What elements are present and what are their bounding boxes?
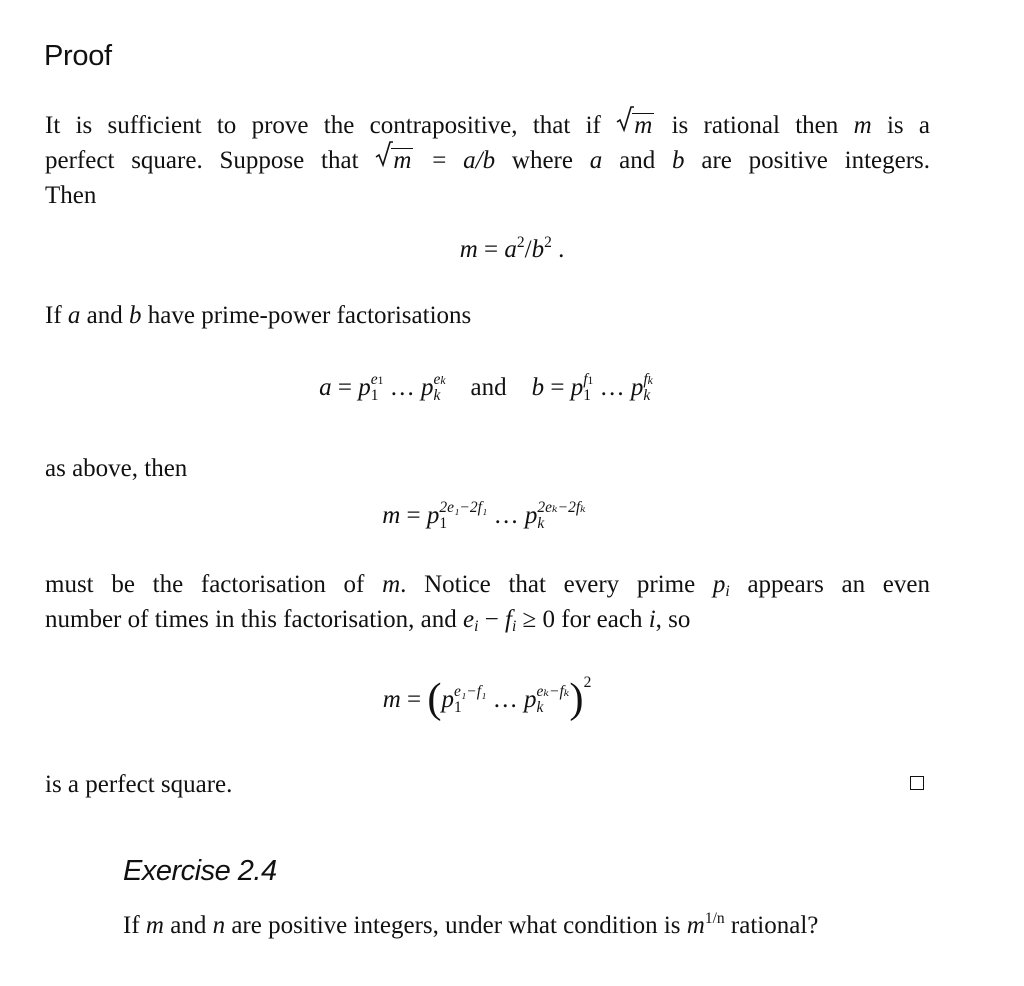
paragraph-4-line-1: must be the factorisation of m. Notice that every prime $p_i$ appears an even xyxy=(45,571,931,601)
exercise-question: If m and n are positive integers, under what condition is $m^{1/n}$ rational? xyxy=(123,910,819,939)
paragraph-1-line-3: Then xyxy=(45,182,97,209)
exercise-heading: Exercise 2.4 xyxy=(123,855,277,887)
radical-sign xyxy=(375,140,393,170)
sqrt-m-1: m xyxy=(616,108,654,143)
equation-3: m = p 2e₁−2f₁ 1 … p 2eₖ−2fₖ k xyxy=(382,499,586,532)
equation-2: a = p e1 1 … p ek k and b = p f1 1 … p fk k xyxy=(319,371,653,404)
radical-sign xyxy=(616,105,634,135)
proof-paragraph-3: as above, then xyxy=(45,455,188,482)
proof-paragraph-5: is a perfect square. xyxy=(45,771,233,798)
proof-paragraph-4 xyxy=(45,567,930,637)
and-word: and xyxy=(470,374,507,402)
qed-box-icon xyxy=(910,776,924,790)
paragraph-1-line-1: It is sufficient to prove the contrapositive, that if m is rational then m is a xyxy=(45,108,930,143)
equation-4: m = (p e₁−f₁ 1 … p eₖ−fₖ k )$^2$ xyxy=(382,674,592,722)
paragraph-1-line-2: perfect square. Suppose that m = a/b where a and b are positive integers. xyxy=(45,143,930,178)
proof-paragraph-2: If a and b have prime-power factorisations xyxy=(45,302,472,329)
paragraph-4-line-2: number of times in this factorisation, and $e_i - f_i \ge 0$ for each i, so xyxy=(45,606,691,636)
proof-paragraph-1 xyxy=(45,108,930,213)
sqrt-m-2: m xyxy=(375,143,413,178)
proof-heading: Proof xyxy=(44,40,112,72)
equation-1: $m = a^2/b^2$ . xyxy=(459,234,565,263)
